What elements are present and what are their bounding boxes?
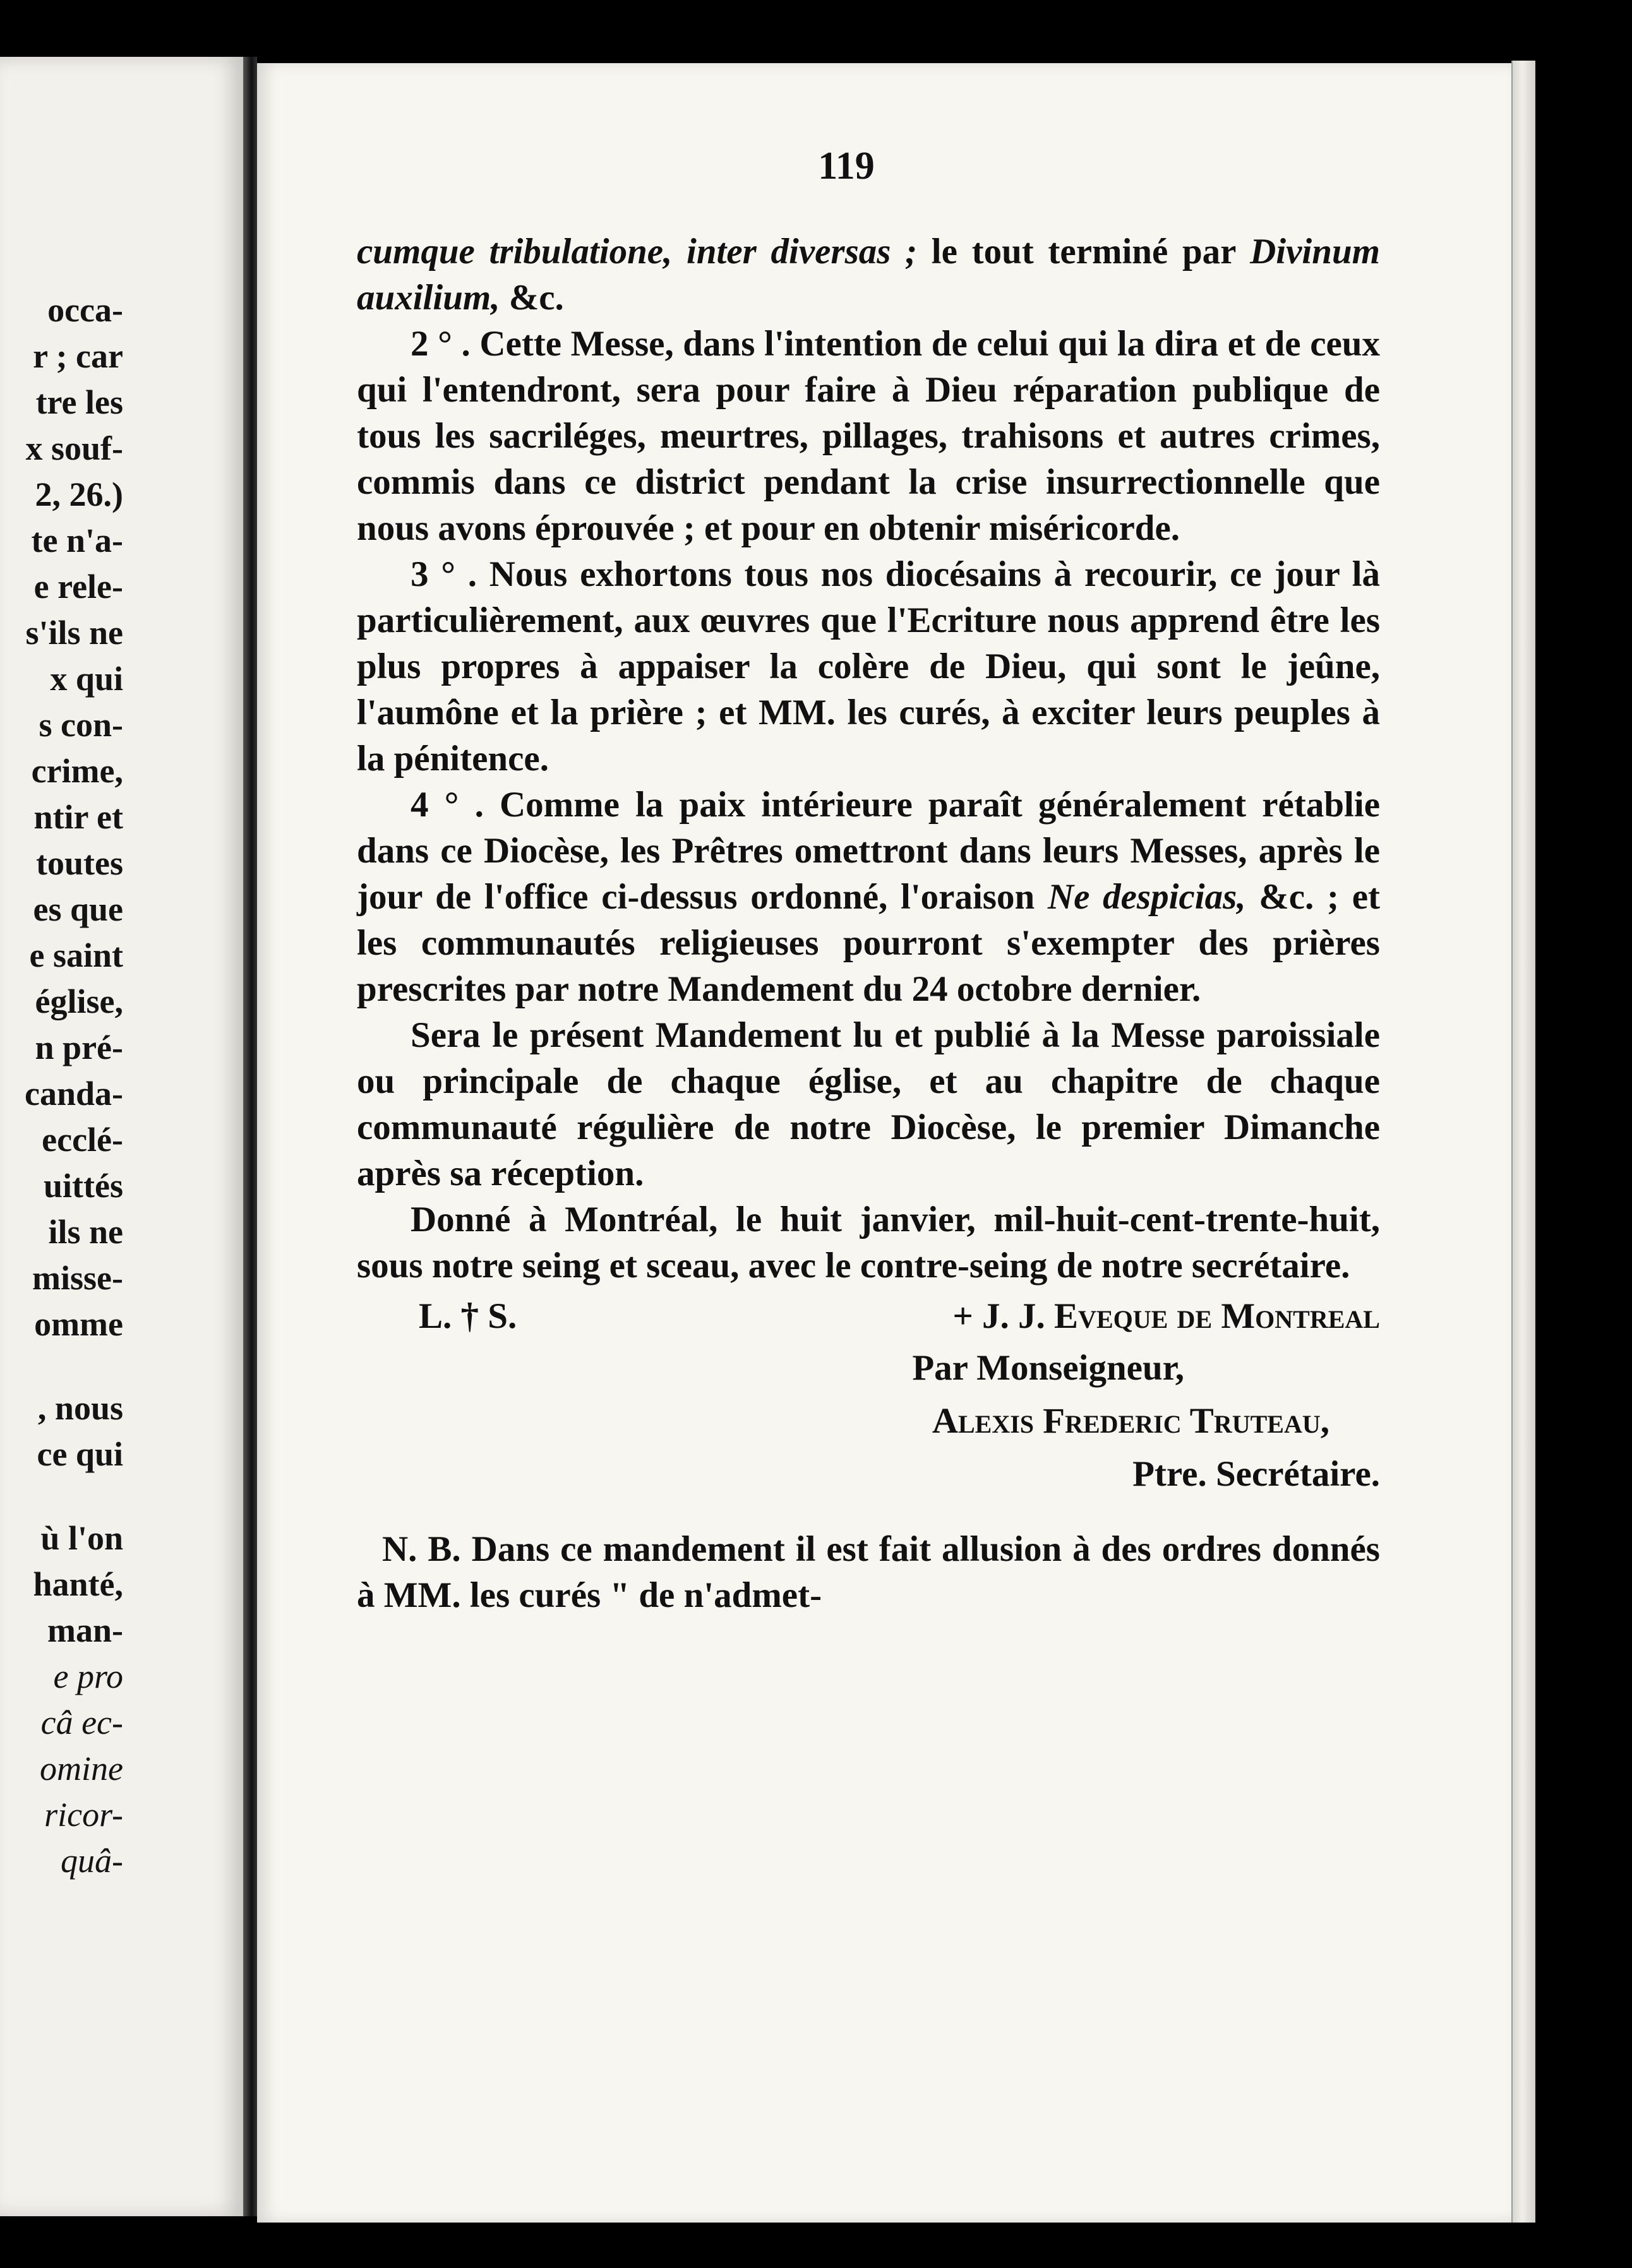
left-page-line: ils ne	[48, 1213, 123, 1251]
left-page-line: x qui	[50, 660, 123, 698]
latin-phrase: Divinum auxilium,	[357, 232, 1380, 318]
left-page-line: misse-	[32, 1259, 123, 1297]
left-page-line: e saint	[29, 936, 123, 974]
left-page-line	[0, 1347, 243, 1385]
paragraph-1-text-end: &c.	[500, 278, 564, 318]
left-page-line: ù l'on	[40, 1519, 123, 1557]
left-page-line: tre les	[35, 383, 123, 421]
left-page-line: canda-	[24, 1075, 123, 1113]
left-page-line: ce qui	[37, 1435, 123, 1473]
left-page-line: , nous	[37, 1389, 123, 1427]
left-page-line: toutes	[36, 844, 123, 882]
paragraph-4-text-end: &c. ; et les communautés religieuses pourront s'exempter des prières prescrites par notre Mandement du 24 octobre dernier.	[357, 877, 1381, 1009]
left-page-line	[0, 1477, 243, 1515]
paragraph-6: Donné à Montréal, le huit janvier, mil-huit-cent-trente-huit, sous notre seing et sceau, avec le contre-seing de notre secrétaire.	[357, 1200, 1380, 1286]
latin-phrase: Ne despicias,	[1047, 877, 1246, 917]
left-page-line: uittés	[44, 1167, 123, 1205]
seal-mark: L. † S.	[419, 1296, 517, 1336]
paragraph-5: Sera le présent Mandement lu et publié à la Messe paroissiale ou principale de chaque église, et au chapitre de chaque communauté régulière de notre Diocèse, le premier Dimanche après sa réception.	[357, 1015, 1380, 1193]
left-page-line: r ; car	[33, 337, 123, 375]
paragraph-4	[357, 782, 1380, 1012]
secretary-name: Alexis Frederic Truteau,	[932, 1401, 1329, 1441]
bishop-signature: + J. J. Eveque de Montreal	[952, 1296, 1380, 1336]
scan-bottom-border	[0, 2223, 1632, 2268]
left-page-line: hanté,	[33, 1565, 123, 1603]
secretary-title: Ptre. Secrétaire.	[1132, 1454, 1380, 1494]
left-page-line: te n'a-	[31, 522, 123, 559]
nota-bene: N. B. Dans ce mandement il est fait allusion à des ordres donnés à MM. les curés " de n'admet-	[357, 1529, 1380, 1615]
left-page-line: omme	[34, 1305, 123, 1343]
left-page-line: ricor-	[44, 1796, 123, 1834]
left-page-text	[0, 287, 243, 1884]
left-page-line: e rele-	[33, 568, 123, 606]
latin-phrase: cumque tribulatione, inter diversas ;	[357, 232, 918, 272]
paragraph-4-text: 4 ° . Comme la paix intérieure paraît généralement rétablie dans ce Diocèse, les Prêtres omettront dans leurs Messes, après le jour de l'office ci-dessus ordonné, l'oraison	[357, 785, 1380, 917]
paragraph-2: 2 ° . Cette Messe, dans l'intention de celui qui la dira et de ceux qui l'entendront, sera pour faire à Dieu réparation publique de tous les sacriléges, meurtres, pillages, trahisons et autres crimes, commis dans ce district pendant la crise insurrectionnelle que nous avons éprouvée ; et pour en obtenir miséricorde.	[357, 324, 1380, 548]
left-page-line: omine	[40, 1750, 123, 1788]
left-page-line: occa-	[47, 291, 123, 329]
scan-right-border	[1535, 57, 1632, 2268]
left-page-line: ntir et	[33, 798, 123, 836]
left-page-line: man-	[47, 1611, 123, 1649]
left-page	[0, 57, 243, 2216]
left-page-line: crime,	[31, 752, 123, 790]
left-page-line: quâ-	[61, 1842, 123, 1880]
left-page-line: câ ec-	[40, 1704, 123, 1741]
left-page-line: s con-	[39, 706, 123, 744]
left-page-line: s'ils ne	[25, 614, 123, 652]
paragraph-1-text: le tout terminé par	[917, 232, 1251, 272]
left-page-line: es que	[33, 890, 123, 928]
page-edge	[1511, 61, 1537, 2225]
left-page-line: ecclé-	[42, 1121, 123, 1159]
par-monseigneur: Par Monseigneur,	[912, 1348, 1184, 1388]
left-page-line: x souf-	[25, 429, 123, 467]
page-body	[357, 229, 1380, 1618]
paragraph-3: 3 ° . Nous exhortons tous nos diocésains à recourir, ce jour là particulièrement, aux œuvres que l'Ecriture nous apprend être les plus propres à appaiser la colère de Dieu, qui sont le jeûne, l'aumône et la prière ; et MM. les curés, à exciter leurs peuples à la pénitence.	[357, 554, 1380, 779]
page-number: 119	[818, 145, 875, 188]
left-page-line: 2, 26.)	[35, 475, 123, 513]
book-gutter	[243, 57, 257, 2216]
left-page-line: e pro	[53, 1657, 123, 1695]
paragraph-1	[357, 229, 1380, 321]
signature-row	[357, 1291, 1380, 1342]
left-page-line: église,	[35, 982, 123, 1020]
scan-top-border	[0, 0, 1632, 57]
left-page-line: n pré-	[35, 1029, 123, 1066]
